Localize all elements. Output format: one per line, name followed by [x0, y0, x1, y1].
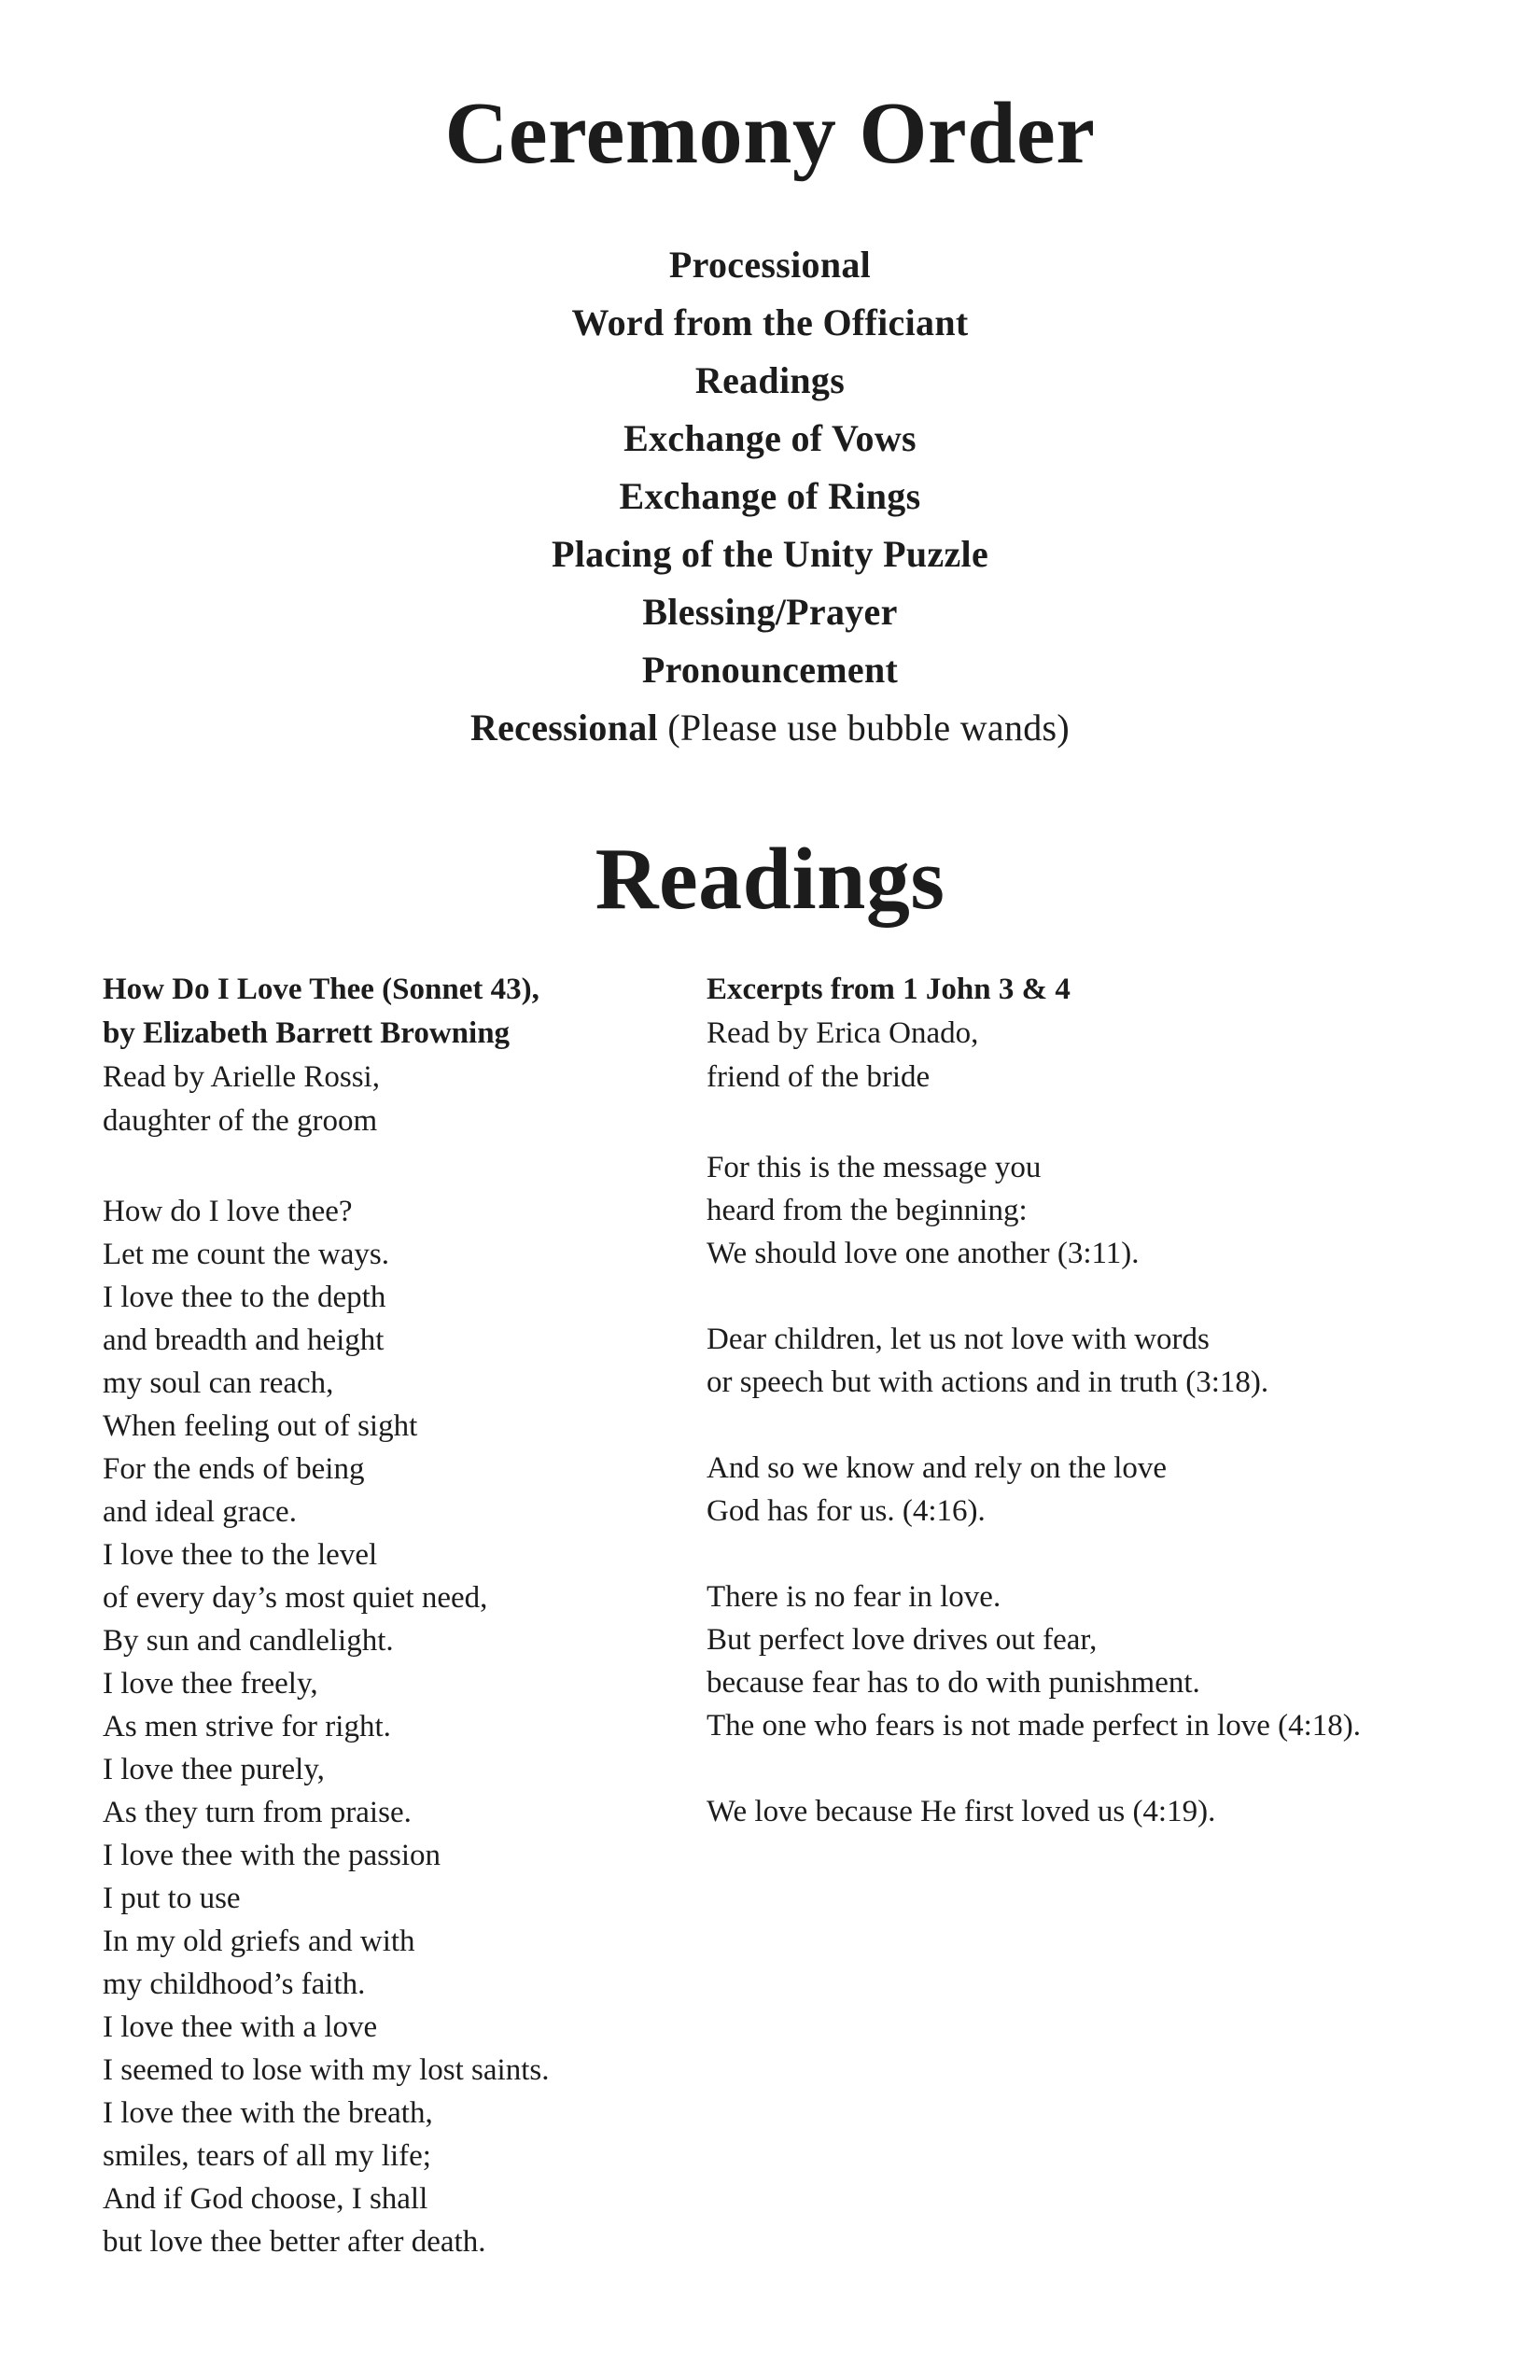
reading-line: I love thee with the passion	[103, 1838, 441, 1872]
reading-line: We love because He first loved us (4:19).	[707, 1794, 1216, 1828]
ceremony-order-item: Processional	[668, 244, 872, 287]
reading-line: There is no fear in love.	[707, 1579, 1001, 1614]
reader-line: Read by Arielle Rossi,	[103, 1059, 380, 1094]
reader-line: daughter of the groom	[103, 1103, 378, 1138]
reading-line: smiles, tears of all my life;	[103, 2138, 431, 2173]
ceremony-order-item: Placing of the Unity Puzzle	[551, 533, 989, 576]
ceremony-order-title: Ceremony Order	[444, 85, 1096, 182]
reading-title-line: Excerpts from 1 John 3 & 4	[707, 972, 1071, 1006]
reading-line: I put to use	[103, 1881, 241, 1915]
reading-left-title-lines	[103, 968, 707, 1056]
reading-line: For the ends of being	[103, 1451, 365, 1486]
reading-line: God has for us. (4:16).	[707, 1493, 986, 1528]
reading-line: my childhood’s faith.	[103, 1967, 366, 2001]
recessional-label: Recessional	[469, 707, 658, 749]
reading-line: or speech but with actions and in truth (3:18).	[707, 1365, 1269, 1399]
readings-columns	[0, 968, 1540, 2263]
reading-left-body	[103, 1190, 707, 2263]
reading-line: Let me count the ways.	[103, 1237, 389, 1271]
reading-right-body	[707, 1146, 1484, 1833]
reading-line: I love thee to the depth	[103, 1280, 386, 1314]
reading-left-header	[103, 968, 707, 1143]
ceremony-order-list	[0, 236, 1540, 757]
reading-line: And if God choose, I shall	[103, 2181, 428, 2216]
reading-line: because fear has to do with punishment.	[707, 1665, 1200, 1700]
reading-right-reader-lines	[707, 1012, 1484, 1099]
reading-right-column	[707, 968, 1484, 2263]
ceremony-order-item: Pronouncement	[641, 649, 899, 692]
ceremony-order-item: Exchange of Rings	[619, 475, 921, 518]
ceremony-order-item: Exchange of Vows	[623, 417, 917, 460]
ceremony-order-item-recessional	[0, 699, 1540, 757]
reading-left-reader-lines	[103, 1056, 707, 1143]
ceremony-order-items	[0, 236, 1540, 699]
reading-title-line: How Do I Love Thee (Sonnet 43),	[103, 972, 539, 1006]
reading-line: When feeling out of sight	[103, 1408, 418, 1443]
reading-line	[707, 1747, 1484, 1790]
ceremony-order-item: Word from the Officiant	[571, 301, 969, 344]
ceremony-order-item: Readings	[694, 359, 846, 402]
reading-line: I love thee purely,	[103, 1752, 325, 1786]
reading-line: of every day’s most quiet need,	[103, 1580, 488, 1615]
reading-line: I love thee freely,	[103, 1666, 318, 1701]
reading-line: How do I love thee?	[103, 1194, 353, 1228]
reading-line: I love thee with a love	[103, 2009, 378, 2044]
reading-line: But perfect love drives out fear,	[707, 1622, 1098, 1657]
reading-line	[707, 1404, 1484, 1447]
reading-line: By sun and candlelight.	[103, 1623, 394, 1658]
reading-line: We should love one another (3:11).	[707, 1236, 1140, 1270]
readings-title: Readings	[595, 831, 945, 929]
reading-line	[707, 1275, 1484, 1318]
reading-line: And so we know and rely on the love	[707, 1450, 1168, 1485]
reading-line: I love thee to the level	[103, 1537, 378, 1572]
reading-line: I love thee with the breath,	[103, 2095, 433, 2130]
reading-line: Dear children, let us not love with words	[707, 1322, 1210, 1356]
reading-line: and ideal grace.	[103, 1494, 297, 1529]
reading-line: my soul can reach,	[103, 1365, 334, 1400]
reader-line: Read by Erica Onado,	[707, 1015, 979, 1050]
reading-left-column	[103, 968, 707, 2263]
reading-right-title-lines	[707, 968, 1484, 1012]
reading-line	[707, 1533, 1484, 1575]
reading-line: In my old griefs and with	[103, 1924, 415, 1958]
reading-right-header	[707, 968, 1484, 1099]
reading-line: I seemed to lose with my lost saints.	[103, 2052, 550, 2087]
reading-line: As men strive for right.	[103, 1709, 391, 1743]
reading-line: As they turn from praise.	[103, 1795, 412, 1829]
recessional-note: (Please use bubble wands)	[667, 707, 1071, 749]
reading-line: For this is the message you	[707, 1150, 1042, 1184]
reading-line: The one who fears is not made perfect in love (4:18).	[707, 1708, 1362, 1743]
ceremony-order-item: Blessing/Prayer	[642, 591, 898, 634]
reading-line: but love thee better after death.	[103, 2224, 486, 2259]
reader-line: friend of the bride	[707, 1059, 931, 1094]
reading-line: heard from the beginning:	[707, 1193, 1028, 1227]
reading-title-line: by Elizabeth Barrett Browning	[103, 1015, 511, 1050]
reading-line: and breadth and height	[103, 1323, 385, 1357]
